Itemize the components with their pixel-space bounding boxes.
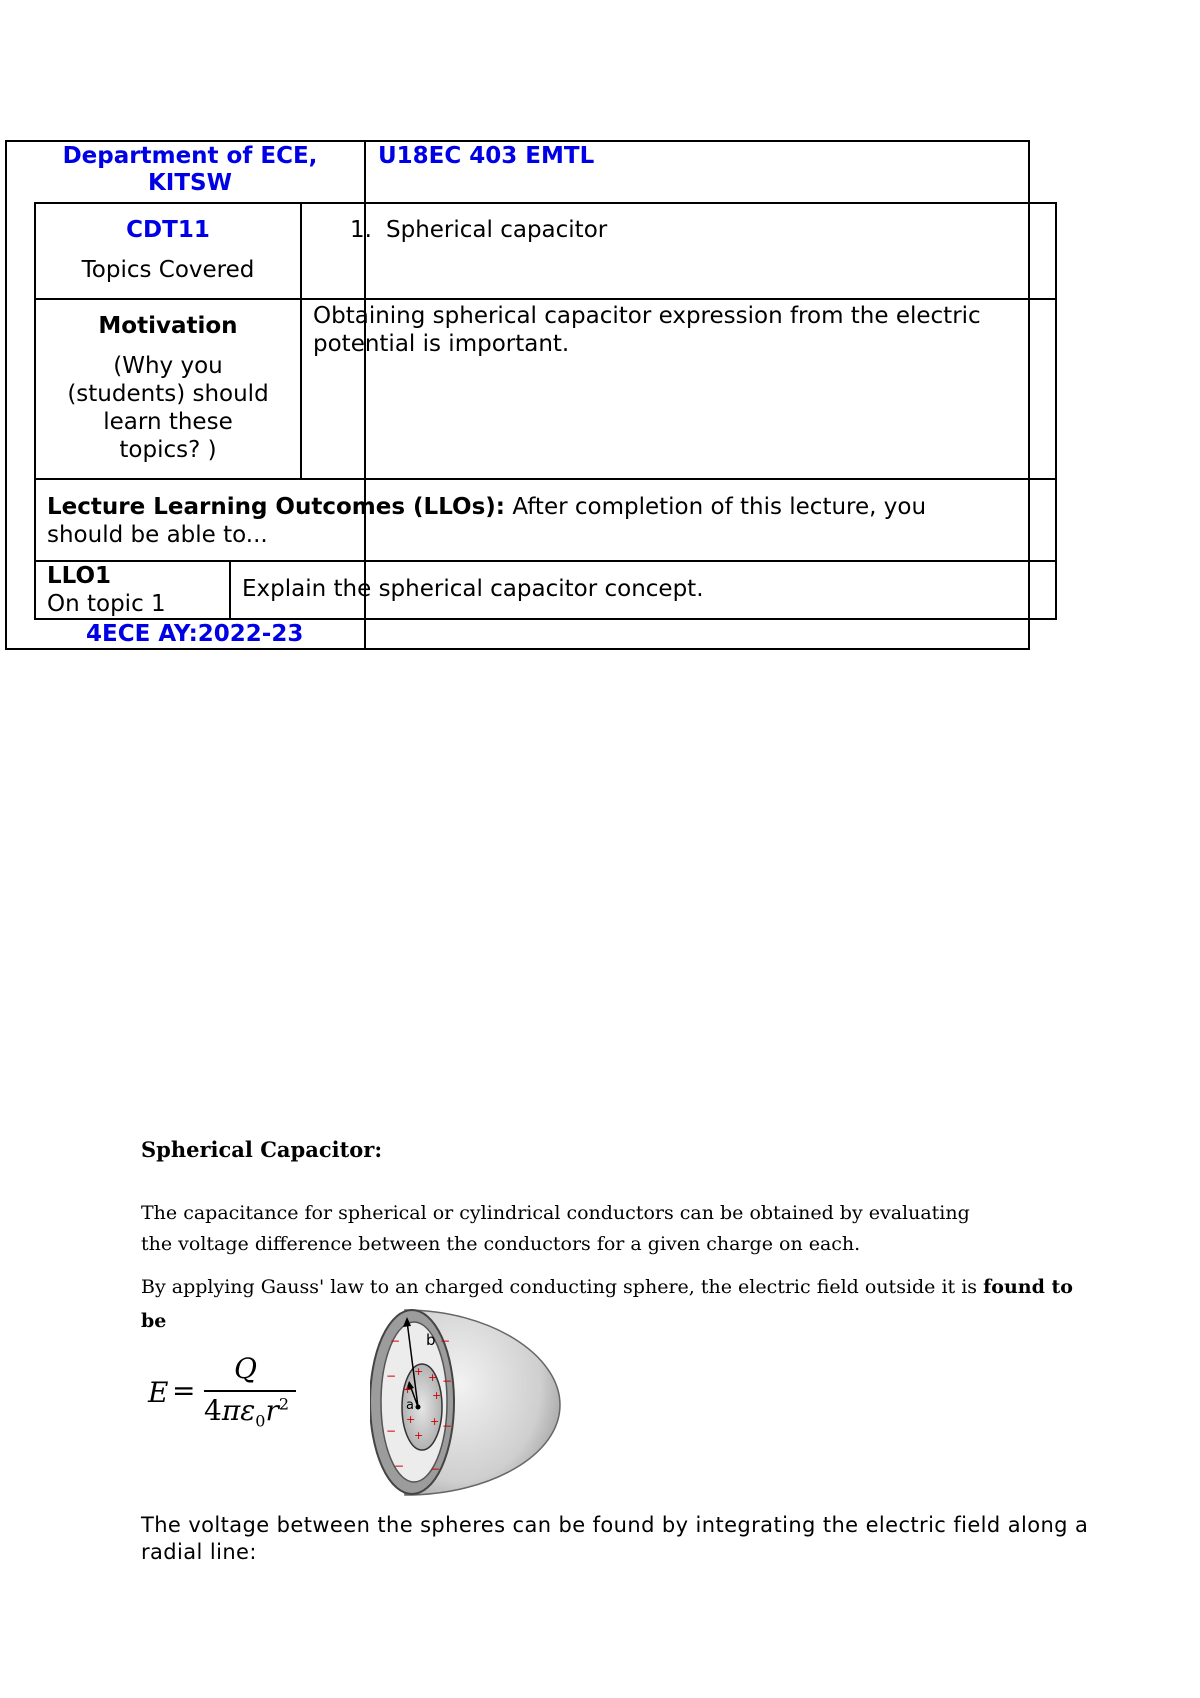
minus-charge: − [430,1462,441,1476]
cdt-cell [38,217,298,284]
motivation-text-line: potential is important. [313,331,570,357]
topic-number: 1. [350,217,372,243]
inner-row-divider [34,478,1057,480]
table-border-left [5,140,7,650]
department-line-2: KITSW [147,170,232,196]
plus-charge: + [406,1413,416,1426]
denominator-superscript: 2 [278,1394,290,1414]
cdt-code: CDT11 [126,217,210,243]
inner-col-divider [229,560,231,620]
inner-row-divider [34,298,1057,300]
paragraph-2-text: By applying Gauss' law to an charged conducting sphere, the electric field outside it is [141,1276,984,1298]
paragraph-2-bold: be [141,1310,167,1332]
motivation-label: Motivation [98,313,238,339]
inner-border-top [34,202,1057,204]
motivation-sub-line: learn these [103,409,233,435]
department-label [40,143,340,197]
minus-charge: − [442,1374,453,1388]
topic-text: Spherical capacitor [386,217,608,243]
table-border-bottom [5,648,1030,650]
denominator-pi: π [221,1394,241,1427]
inner-col-divider [300,202,302,480]
minus-charge: − [440,1334,451,1348]
equation-equals: = [172,1374,196,1407]
motivation-cell [38,312,298,464]
spherical-capacitor-diagram [370,1305,570,1500]
paragraph-2-bold: found to [983,1276,1073,1298]
equation-lhs: E [148,1376,169,1409]
paragraph-1-line: the voltage difference between the conductors for a given charge on each. [141,1233,861,1255]
inner-row-divider [34,560,1057,562]
equation-denominator [204,1394,289,1431]
electric-field-equation [146,1352,306,1432]
label-b: b [426,1331,436,1349]
table-border-top [5,140,1030,142]
table-border-right [1028,140,1030,650]
llo-header-line-2: should be able to... [47,522,268,548]
inner-border-bottom [34,618,1057,620]
minus-charge: − [394,1459,405,1473]
llo1-cell [47,562,166,618]
plus-charge: + [428,1371,438,1384]
plus-charge: + [414,1429,424,1442]
minus-charge: − [386,1424,397,1438]
plus-charge: + [414,1365,424,1378]
fraction-bar [204,1390,296,1392]
llo-header [47,493,1047,549]
motivation-sub-line: topics? ) [119,437,217,463]
section-heading: Spherical Capacitor: [141,1137,383,1162]
equation-numerator: Q [234,1352,257,1385]
motivation-text [313,302,1043,358]
inner-border-right [1055,202,1057,620]
paragraph-1-line: The capacitance for spherical or cylindrical conductors can be obtained by evaluating [141,1202,970,1224]
motivation-sub-line: (Why you [113,353,223,379]
center-point [416,1405,421,1410]
inner-border-left [34,202,36,620]
motivation-text-line: Obtaining spherical capacitor expression from the electric [313,303,981,329]
paragraph-3 [141,1512,1181,1566]
paragraph-1 [141,1198,970,1260]
academic-year: 4ECE AY:2022-23 [86,621,304,647]
plus-charge: + [403,1383,413,1396]
llo-header-bold: Lecture Learning Outcomes (LLOs): [47,494,506,520]
paragraph-3-line: The voltage between the spheres can be found by integrating the electric field along a [141,1513,1089,1537]
denominator-epsilon: ε [240,1394,256,1427]
llo1-sub: On topic 1 [47,591,166,617]
label-a: a [406,1398,414,1413]
plus-charge: + [430,1415,440,1428]
topics-covered-label: Topics Covered [81,257,255,283]
denominator-subscript: 0 [255,1411,266,1431]
llo1-label: LLO1 [47,563,112,589]
department-line-1: Department of ECE, [62,143,318,169]
llo1-text: Explain the spherical capacitor concept. [242,576,704,602]
llo-header-rest: After completion of this lecture, you [505,494,927,520]
minus-charge: − [390,1334,401,1348]
paragraph-3-line: radial line: [141,1540,257,1564]
plus-charge: + [432,1389,442,1402]
motivation-sub-line: (students) should [67,381,269,407]
minus-charge: − [386,1369,397,1383]
minus-charge: − [442,1419,453,1433]
paragraph-2 [141,1270,1081,1338]
denominator-r: r [265,1394,279,1427]
course-code: U18EC 403 EMTL [378,143,595,169]
denominator-four: 4 [204,1394,222,1427]
